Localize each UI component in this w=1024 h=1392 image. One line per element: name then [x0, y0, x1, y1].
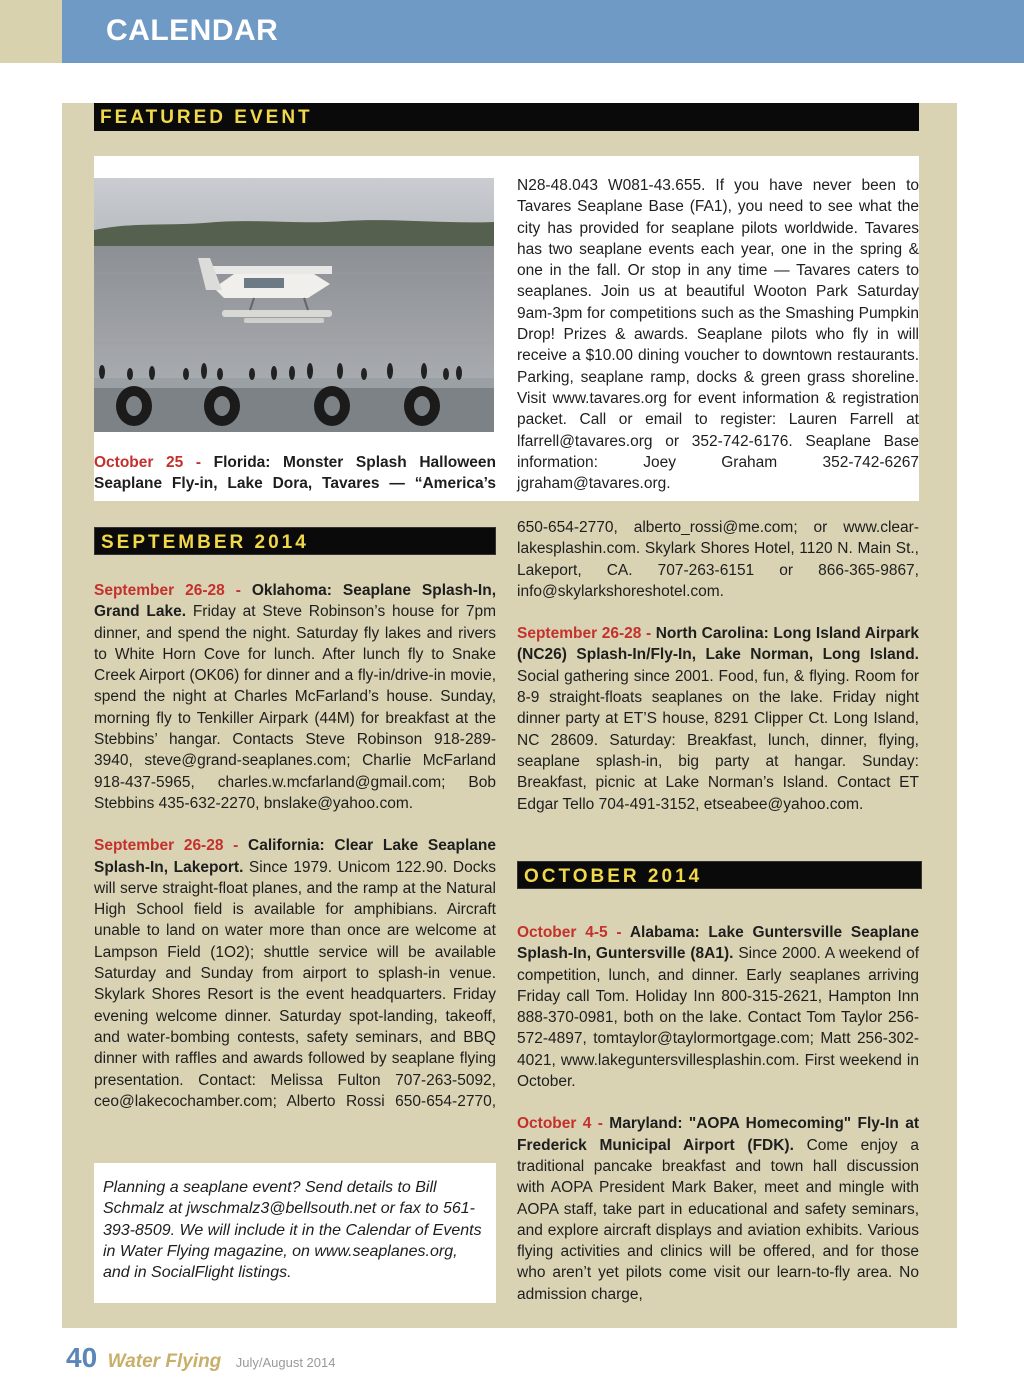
page-title: CALENDAR	[106, 14, 279, 47]
header-accent	[0, 0, 62, 63]
event-date: October 4 -	[517, 1115, 610, 1133]
magazine-name: Water Flying	[107, 1351, 222, 1372]
list-item	[517, 922, 919, 1092]
event-date: September 26-28 -	[94, 837, 249, 855]
featured-event-headline: Florida: Monster Splash Halloween Seaplane Fly-in, Lake Dora, Tavares — “America’s	[94, 454, 496, 493]
featured-event-lead	[94, 452, 496, 498]
september-column-right	[517, 517, 919, 836]
list-item	[94, 835, 496, 1112]
featured-event-bar: FEATURED EVENT	[94, 103, 919, 131]
event-date: September 26-28 -	[517, 625, 656, 643]
event-details: Social gathering since 2001. Food, fun, & flying. Room for 8-9 straight-floats seaplanes on the lake. Friday night dinner party at ET’S house, 8291 Clipper Ct. Long Island, NC 28609. Saturday: Breakfast, lunch, dinner, flying, seaplane splash-in, big party at hangar. Sunday: Breakfast, picnic at Lake Norman’s Island. Contact ET Edgar Tello 704-491-3152, etseabee@yahoo.com.	[517, 667, 919, 813]
event-details: Since 2000. A weekend of competition, lunch, and dinner. Early seaplanes arriving Friday call Tom. Holiday Inn 800-315-2621, Hampton Inn 888-370-0981, both on the lake. Contact Tom Taylor 256-572-4897, tomtaylor@taylormortgage.com; Matt 256-302-4021, www.lakeguntersvillesplashin.com. First weekend in October.	[517, 945, 919, 1091]
october-bar: OCTOBER 2014	[517, 861, 922, 889]
event-details: Since 1979. Unicom 122.90. Docks will serve straight-float planes, and the ramp at the Natural High School field is available for amphibians. Aircraft unable to land on water more than once are welcome at Lampson Field (1O2); shuttle service will be available Saturday and Sunday from airport to splash-in venue. Skylark Shores Resort is the event headquarters. Friday evening welcome dinner. Saturday spot-landing, takeoff, and water-bombing contests, safety seminars, and BBQ dinner with raffles and awards followed by seaplane flying presentation. Contact: Melissa Fulton 707-263-5092, ceo@lakecochamber.com; Alberto Rossi 650-654-2770,	[94, 858, 496, 1110]
event-details: Friday at Steve Robinson’s house for 7pm dinner, and spend the night. Saturday fly lakes and rivers to White Horn Cove for lunch. After lunch fly to Snake Creek Airport (OK06) for dinner and a fly-in/drive-in movie, spend the night at Charles McFarland’s house. Sunday, morning fly to Tenkiller Airpark (44M) for breakfast at the Stebbins’ hangar. Contacts Steve Robinson 918-289-3940, steve@grand-seaplanes.com; Charlie McFarland 918-437-5965, charles.w.mcfarland@gmail.com; Bob Stebbins 435-632-2270, bnslake@yahoo.com.	[94, 603, 496, 812]
october-column	[517, 922, 919, 1305]
event-date: October 4-5 -	[517, 924, 630, 941]
event-headline: Alabama: Lake Guntersville Seaplane Splash-In, Guntersville (8A1).	[517, 924, 919, 963]
event-headline: North Carolina: Long Island Airpark (NC26) Splash-In/Fly-In, Lake Norman, Long Island.	[517, 625, 919, 664]
featured-event-date: October 25 -	[94, 454, 214, 471]
event-headline: California: Clear Lake Seaplane Splash-In, Lakeport.	[94, 837, 496, 876]
list-item-continued: 650-654-2770, alberto_rossi@me.com; or www.clear-lakesplashin.com. Skylark Shores Hotel, 1120 N. Main St., Lakeport, CA. 707-263-6151 or 866-365-9867, info@skylarkshoreshotel.com.	[517, 519, 919, 600]
list-item	[517, 623, 919, 815]
event-headline: Oklahoma: Seaplane Splash-In, Grand Lake.	[94, 582, 496, 621]
september-bar: SEPTEMBER 2014	[94, 527, 496, 555]
event-headline: Maryland: "AOPA Homecoming" Fly-In at Frederick Municipal Airport (FDK).	[517, 1115, 919, 1154]
list-item	[517, 1113, 919, 1305]
issue-date: July/August 2014	[235, 1355, 336, 1370]
september-column-left	[94, 580, 496, 1112]
seaplane-photo	[94, 178, 494, 432]
featured-event-body	[517, 175, 919, 494]
seaplane-photo-illustration	[94, 178, 494, 432]
event-details: Come enjoy a traditional pancake breakfast and town hall discussion with AOPA President Mark Baker, meet and mingle with AOPA staff, take part in educational and safety seminars, and explore aircraft displays and aviation exhibits. Various flying activities and clinics will be offered, and for those who aren’t yet pilots come visit our learn-to-fly area. No admission charge,	[517, 1136, 919, 1303]
list-item	[94, 580, 496, 814]
planning-note: Planning a seaplane event? Send details to Bill Schmalz at jwschmalz3@bellsouth.net or fax to 561-393-8509. We will include it in the Calendar of Events in Water Flying magazine, on www.seaplanes.org, and in SocialFlight listings.	[94, 1163, 496, 1303]
event-date: September 26-28 -	[94, 582, 252, 599]
page-footer	[66, 1342, 335, 1374]
page-number: 40	[66, 1342, 98, 1373]
featured-event-details: N28-48.043 W081-43.655. If you have never been to Tavares Seaplane Base (FA1), you need to see what the city has provided for seaplane pilots worldwide. Tavares has two seaplane events each year, one in the spring & one in the fall. Or stop in any time — Tavares caters to seaplanes. Join us at beautiful Wooton Park Saturday 9am-3pm for competitions such as the Smashing Pumpkin Drop! Prizes & awards. Seaplane pilots who fly in will receive a $10.00 dining voucher to downtown restaurants. Parking, seaplane ramp, docks & green grass shoreline. Visit www.tavares.org for event information & registration packet. Call or email to register: Lauren Farrell at lfarrell@tavares.org or 352-742-6176. Seaplane Base information: Joey Graham 352-742-6267 jgraham@tavares.org.	[517, 177, 919, 493]
